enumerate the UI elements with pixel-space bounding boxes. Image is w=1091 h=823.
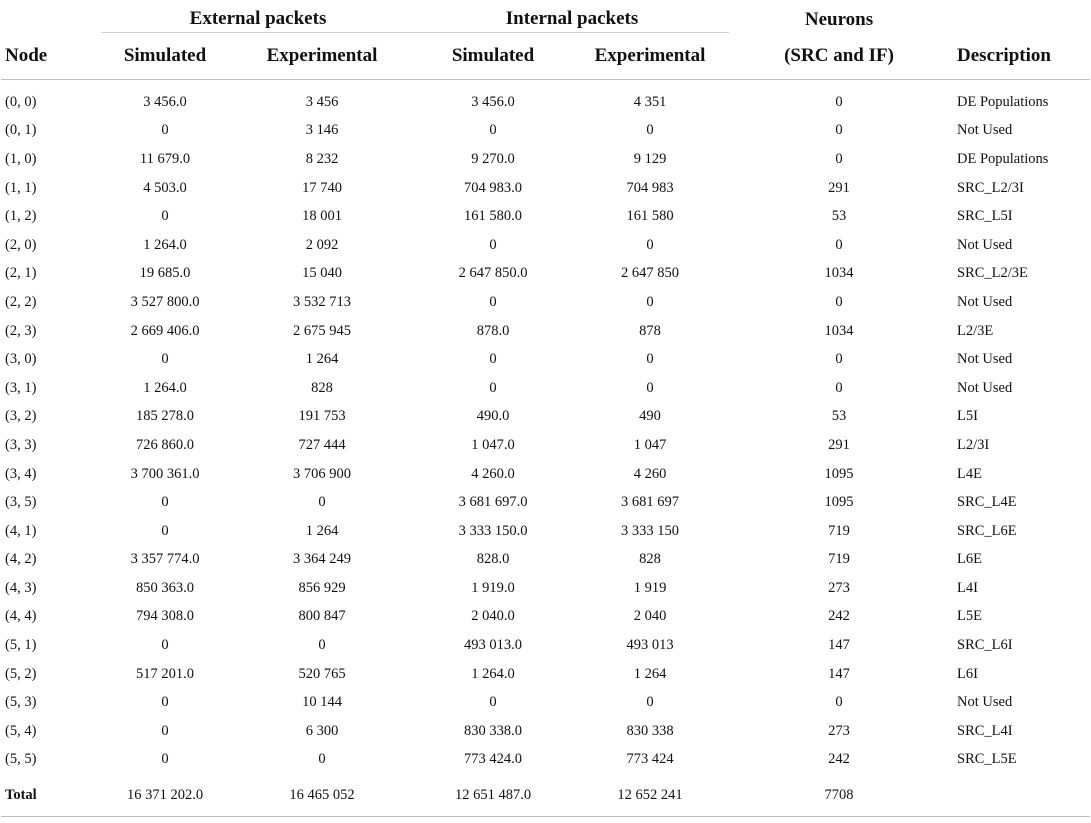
cell-node: (5, 3) — [5, 694, 37, 711]
total-cell-int-simulated: 12 651 487.0 — [415, 774, 571, 817]
cell-neurons: 291 — [828, 436, 850, 453]
cell-ext-simulated: 517 201.0 — [136, 665, 194, 682]
cell-neurons: 0 — [835, 379, 843, 396]
cell-int-experimental: 773 424 — [626, 751, 674, 768]
cell-int-simulated: 2 040.0 — [471, 608, 515, 625]
cell-description: Not Used — [957, 293, 1013, 310]
col-ext-simulated: Simulated — [101, 33, 229, 80]
cell-int-experimental: 0 — [646, 293, 654, 310]
cell-ext-experimental: 800 847 — [298, 608, 346, 625]
total-cell-neurons: 7708 — [729, 774, 949, 817]
cell-ext-experimental: 828 — [311, 379, 333, 396]
cell-int-experimental: 878 — [639, 322, 661, 339]
cell-ext-experimental: 18 001 — [302, 208, 342, 225]
cell-description: SRC_L2/3I — [957, 179, 1024, 196]
cell-int-simulated: 0 — [489, 122, 497, 139]
cell-ext-simulated: 0 — [161, 637, 169, 654]
col-int-experimental: Experimental — [571, 33, 729, 80]
cell-int-simulated: 3 681 697.0 — [458, 494, 528, 511]
table-row — [1, 631, 1090, 660]
cell-description: Not Used — [957, 351, 1013, 368]
cell-node: (2, 0) — [5, 236, 37, 253]
cell-neurons: 0 — [835, 351, 843, 368]
cell-ext-experimental: 0 — [318, 751, 326, 768]
cell-int-experimental: 1 264 — [633, 665, 667, 682]
cell-ext-simulated: 19 685.0 — [139, 265, 191, 282]
cell-description: L2/3E — [957, 322, 994, 339]
cell-ext-experimental: 6 300 — [305, 722, 339, 739]
cell-node: (3, 4) — [5, 465, 37, 482]
table-row — [1, 317, 1090, 346]
cell-ext-simulated: 4 503.0 — [143, 179, 187, 196]
cell-int-simulated: 493 013.0 — [464, 637, 522, 654]
cell-ext-experimental: 3 532 713 — [293, 293, 351, 310]
col-ext-experimental: Experimental — [229, 33, 415, 80]
table-row — [1, 488, 1090, 517]
cell-neurons: 242 — [828, 608, 850, 625]
cell-node: (5, 2) — [5, 665, 37, 682]
cell-int-simulated: 0 — [489, 379, 497, 396]
cell-int-simulated: 773 424.0 — [464, 751, 522, 768]
table-row — [1, 345, 1090, 374]
table-row — [1, 517, 1090, 546]
cell-ext-experimental: 1 264 — [305, 351, 339, 368]
group-external: External packets — [101, 0, 415, 33]
packets-table — [1, 0, 1090, 817]
cell-neurons: 53 — [831, 208, 847, 225]
table-row — [1, 174, 1090, 203]
cell-int-simulated: 3 456.0 — [471, 93, 515, 110]
table-row — [1, 431, 1090, 460]
cell-int-simulated: 3 333 150.0 — [458, 522, 528, 539]
cell-int-simulated: 2 647 850.0 — [458, 265, 528, 282]
group-internal: Internal packets — [415, 0, 729, 33]
cell-int-experimental: 0 — [646, 236, 654, 253]
cell-ext-experimental: 3 706 900 — [293, 465, 351, 482]
cell-ext-simulated: 2 669 406.0 — [130, 322, 200, 339]
cell-description: L6I — [957, 665, 978, 682]
cell-neurons: 291 — [828, 179, 850, 196]
cell-description: L6E — [957, 551, 982, 568]
cell-int-simulated: 161 580.0 — [464, 208, 522, 225]
cell-neurons: 1034 — [824, 322, 854, 339]
cell-int-experimental: 830 338 — [626, 722, 674, 739]
table-row — [1, 460, 1090, 489]
cell-ext-simulated: 0 — [161, 494, 169, 511]
table-row — [1, 717, 1090, 746]
col-neurons: (SRC and IF) — [729, 33, 949, 80]
cell-ext-simulated: 0 — [161, 522, 169, 539]
cell-ext-simulated: 0 — [161, 722, 169, 739]
cell-ext-simulated: 850 363.0 — [136, 579, 194, 596]
cell-ext-simulated: 0 — [161, 751, 169, 768]
cell-ext-experimental: 0 — [318, 494, 326, 511]
cell-ext-simulated: 3 456.0 — [143, 93, 187, 110]
cell-ext-simulated: 1 264.0 — [143, 236, 187, 253]
cell-neurons: 0 — [835, 150, 843, 167]
cell-description: L2/3I — [957, 436, 990, 453]
cell-int-simulated: 1 919.0 — [471, 579, 515, 596]
cell-description: L5E — [957, 608, 982, 625]
cell-int-experimental: 4 260 — [633, 465, 667, 482]
total-cell-ext-experimental: 16 465 052 — [229, 774, 415, 817]
cell-ext-simulated: 794 308.0 — [136, 608, 194, 625]
cell-ext-experimental: 3 364 249 — [293, 551, 351, 568]
table-row — [1, 260, 1090, 289]
cell-int-experimental: 1 047 — [633, 436, 667, 453]
cell-node: (2, 3) — [5, 322, 37, 339]
cell-int-simulated: 4 260.0 — [471, 465, 515, 482]
cell-description: DE Populations — [957, 93, 1049, 110]
cell-description: SRC_L6I — [957, 637, 1013, 654]
table-row — [1, 574, 1090, 603]
cell-neurons: 0 — [835, 694, 843, 711]
cell-ext-simulated: 3 357 774.0 — [130, 551, 200, 568]
cell-int-experimental: 0 — [646, 694, 654, 711]
cell-neurons: 147 — [828, 637, 850, 654]
table-row — [1, 546, 1090, 575]
cell-node: (3, 3) — [5, 436, 37, 453]
cell-ext-experimental: 2 675 945 — [293, 322, 351, 339]
cell-ext-simulated: 0 — [161, 351, 169, 368]
cell-node: (4, 1) — [5, 522, 37, 539]
total-cell-int-experimental: 12 652 241 — [571, 774, 729, 817]
cell-neurons: 0 — [835, 122, 843, 139]
col-int-simulated: Simulated — [415, 33, 571, 80]
cell-ext-experimental: 2 092 — [305, 236, 339, 253]
cell-neurons: 242 — [828, 751, 850, 768]
cell-ext-simulated: 11 679.0 — [139, 150, 191, 167]
cell-neurons: 719 — [828, 522, 850, 539]
cell-int-simulated: 704 983.0 — [464, 179, 522, 196]
cell-ext-simulated: 0 — [161, 694, 169, 711]
table-row — [1, 688, 1090, 717]
table-header — [1, 0, 1090, 80]
table-row — [1, 80, 1090, 117]
cell-description: SRC_L5I — [957, 208, 1013, 225]
total-cell-node: Total — [1, 774, 101, 817]
cell-neurons: 273 — [828, 579, 850, 596]
cell-int-experimental: 0 — [646, 351, 654, 368]
cell-description: SRC_L6E — [957, 522, 1017, 539]
cell-int-experimental: 0 — [646, 122, 654, 139]
cell-node: (3, 1) — [5, 379, 37, 396]
cell-ext-experimental: 520 765 — [298, 665, 346, 682]
col-description: Description — [949, 33, 1090, 80]
cell-ext-experimental: 10 144 — [302, 694, 342, 711]
cell-description: Not Used — [957, 694, 1013, 711]
cell-ext-experimental: 191 753 — [298, 408, 346, 425]
cell-int-simulated: 0 — [489, 694, 497, 711]
total-cell-description — [949, 774, 1090, 817]
cell-ext-simulated: 1 264.0 — [143, 379, 187, 396]
table-row — [1, 746, 1090, 775]
table-row — [1, 603, 1090, 632]
cell-ext-simulated: 726 860.0 — [136, 436, 194, 453]
cell-description: SRC_L4I — [957, 722, 1013, 739]
cell-description: Not Used — [957, 236, 1013, 253]
cell-int-experimental: 490 — [639, 408, 661, 425]
cell-node: (3, 0) — [5, 351, 37, 368]
col-node: Node — [1, 33, 101, 80]
cell-neurons: 1095 — [824, 494, 854, 511]
cell-int-simulated: 1 047.0 — [471, 436, 515, 453]
cell-int-experimental: 3 333 150 — [621, 522, 679, 539]
total-cell-ext-simulated: 16 371 202.0 — [101, 774, 229, 817]
table-row — [1, 145, 1090, 174]
cell-int-experimental: 2 647 850 — [621, 265, 679, 282]
cell-node: (3, 5) — [5, 494, 37, 511]
cell-neurons: 273 — [828, 722, 850, 739]
group-header-row — [1, 0, 1090, 33]
cell-int-experimental: 9 129 — [633, 150, 667, 167]
cell-int-simulated: 1 264.0 — [471, 665, 515, 682]
cell-int-experimental: 1 919 — [633, 579, 667, 596]
table-row — [1, 403, 1090, 432]
cell-neurons: 53 — [831, 408, 847, 425]
cell-int-experimental: 3 681 697 — [621, 494, 679, 511]
cell-description: L4I — [957, 579, 978, 596]
cell-description: L5I — [957, 408, 978, 425]
cell-int-experimental: 828 — [639, 551, 661, 568]
table-body — [1, 80, 1090, 817]
cell-node: (0, 1) — [5, 122, 37, 139]
table-row — [1, 660, 1090, 689]
table-row — [1, 288, 1090, 317]
cell-ext-simulated: 0 — [161, 122, 169, 139]
cell-node: (1, 2) — [5, 208, 37, 225]
cell-ext-simulated: 3 700 361.0 — [130, 465, 200, 482]
cell-neurons: 0 — [835, 236, 843, 253]
cell-node: (2, 2) — [5, 293, 37, 310]
cell-node: (4, 3) — [5, 579, 37, 596]
table-row — [1, 231, 1090, 260]
cell-ext-experimental: 0 — [318, 637, 326, 654]
cell-node: (3, 2) — [5, 408, 37, 425]
cell-description: DE Populations — [957, 150, 1049, 167]
cell-int-simulated: 828.0 — [476, 551, 510, 568]
cell-description: Not Used — [957, 379, 1013, 396]
cell-int-experimental: 704 983 — [626, 179, 674, 196]
cell-ext-experimental: 17 740 — [302, 179, 342, 196]
cell-description: SRC_L4E — [957, 494, 1017, 511]
cell-description: SRC_L2/3E — [957, 265, 1028, 282]
cell-neurons: 719 — [828, 551, 850, 568]
cell-node: (4, 2) — [5, 551, 37, 568]
cell-node: (5, 4) — [5, 722, 37, 739]
column-header-row — [1, 33, 1090, 80]
cell-int-experimental: 161 580 — [626, 208, 674, 225]
cell-int-simulated: 0 — [489, 236, 497, 253]
cell-node: (5, 1) — [5, 637, 37, 654]
total-row — [1, 774, 1090, 817]
cell-neurons: 1034 — [824, 265, 854, 282]
cell-neurons: 0 — [835, 293, 843, 310]
cell-description: SRC_L5E — [957, 751, 1017, 768]
cell-int-simulated: 490.0 — [476, 408, 510, 425]
cell-int-experimental: 493 013 — [626, 637, 674, 654]
cell-ext-experimental: 3 456 — [305, 93, 339, 110]
table-row — [1, 117, 1090, 146]
cell-neurons: 0 — [835, 93, 843, 110]
cell-int-experimental: 2 040 — [633, 608, 667, 625]
cell-int-simulated: 9 270.0 — [471, 150, 515, 167]
table-row — [1, 202, 1090, 231]
cell-node: (4, 4) — [5, 608, 37, 625]
cell-int-experimental: 4 351 — [633, 93, 667, 110]
cell-ext-simulated: 0 — [161, 208, 169, 225]
cell-node: (1, 0) — [5, 150, 37, 167]
cell-int-simulated: 830 338.0 — [464, 722, 522, 739]
cell-neurons: 147 — [828, 665, 850, 682]
cell-int-simulated: 0 — [489, 293, 497, 310]
cell-ext-simulated: 3 527 800.0 — [130, 293, 200, 310]
cell-description: L4E — [957, 465, 982, 482]
cell-node: (5, 5) — [5, 751, 37, 768]
cell-ext-simulated: 185 278.0 — [136, 408, 194, 425]
cell-neurons: 1095 — [824, 465, 854, 482]
cell-description: Not Used — [957, 122, 1013, 139]
cell-int-experimental: 0 — [646, 379, 654, 396]
cell-ext-experimental: 1 264 — [305, 522, 339, 539]
cell-node: (1, 1) — [5, 179, 37, 196]
cell-node: (2, 1) — [5, 265, 37, 282]
cell-int-simulated: 878.0 — [476, 322, 510, 339]
group-neurons: Neurons — [804, 8, 874, 30]
cell-ext-experimental: 15 040 — [302, 265, 342, 282]
cell-ext-experimental: 856 929 — [298, 579, 346, 596]
cell-node: (0, 0) — [5, 93, 37, 110]
cell-ext-experimental: 3 146 — [305, 122, 339, 139]
table-row — [1, 374, 1090, 403]
cell-ext-experimental: 727 444 — [298, 436, 346, 453]
cell-ext-experimental: 8 232 — [305, 150, 339, 167]
cell-int-simulated: 0 — [489, 351, 497, 368]
